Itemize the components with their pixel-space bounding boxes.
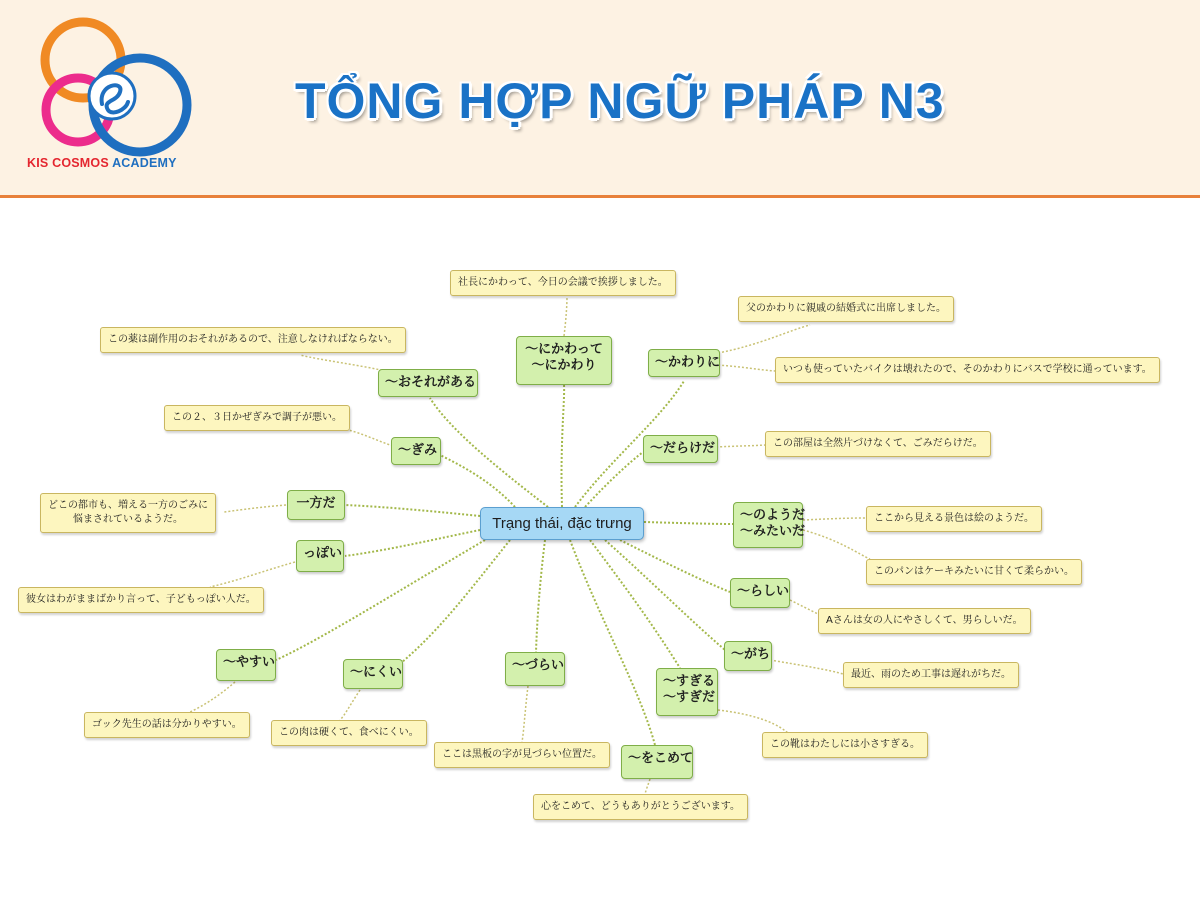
link-gachi-example — [770, 660, 843, 674]
example-gachi: 最近、雨のため工事は遅れがちだ。 — [843, 662, 1019, 688]
example-zurai: ここは黒板の字が見づらい位置だ。 — [434, 742, 610, 768]
grammar-node-rashii[interactable]: 〜らしい — [730, 578, 790, 608]
link-noyouda-example-1 — [803, 518, 866, 520]
link-center-gimi — [440, 455, 515, 507]
grammar-node-nikawatte-line-1: 〜にかわって — [525, 342, 603, 357]
grammar-node-sugiru[interactable] — [656, 668, 718, 716]
example-nikui: この肉は硬くて、食べにくい。 — [271, 720, 427, 746]
grammar-node-darake[interactable]: 〜だらけだ — [643, 435, 718, 463]
link-darake-example — [716, 445, 765, 447]
link-ippou-example — [224, 505, 286, 512]
example-yasui: ゴック先生の話は分かりやすい。 — [84, 712, 250, 738]
logo-text-kis: KIS COSMOS — [27, 156, 109, 170]
example-rashii: Aさんは女の人にやさしくて、男らしいだ。 — [818, 608, 1031, 634]
center-node[interactable]: Trạng thái, đặc trưng — [480, 507, 644, 540]
grammar-node-noyouda-line-2: 〜みたいだ — [740, 524, 806, 539]
grammar-node-noyouda-line-1: 〜のようだ — [740, 508, 806, 523]
link-yasui-example — [190, 682, 235, 712]
grammar-node-nikawatte[interactable] — [516, 336, 612, 385]
link-center-ippou — [345, 505, 480, 516]
example-kawarini-2: いつも使っていたバイクは壊れたので、そのかわりにバスで学校に通っています。 — [775, 357, 1160, 383]
example-gimi: この２、３日かぜぎみで調子が悪い。 — [164, 405, 350, 431]
grammar-node-sugiru-line-2: 〜すぎだ — [663, 690, 716, 705]
grammar-node-osore[interactable]: 〜おそれがある — [378, 369, 478, 397]
link-center-zurai — [536, 540, 545, 652]
example-kawarini-1: 父のかわりに親戚の結婚式に出席しました。 — [738, 296, 954, 322]
link-center-nikui — [401, 540, 510, 663]
grammar-node-gimi[interactable]: 〜ぎみ — [391, 437, 441, 465]
example-ippou-line-2: 悩まされているようだ。 — [73, 514, 183, 525]
link-kawarini-example-1 — [718, 325, 810, 353]
example-ippou-line-1: どこの都市も、増える一方のごみに — [48, 500, 208, 511]
grammar-node-kawarini[interactable]: 〜かわりに — [648, 349, 720, 377]
example-osore: この薬は副作用のおそれがあるので、注意しなければならない。 — [100, 327, 406, 353]
example-noyouda-2: このパンはケーキみたいに甘くて柔らかい。 — [866, 559, 1082, 585]
example-nikawatte: 社長にかわって、今日の会議で挨拶しました。 — [450, 270, 676, 296]
example-ppoi: 彼女はわがままばかり言って、子どもっぽい人だ。 — [18, 587, 264, 613]
example-wokomete: 心をこめて、どうもありがとうございます。 — [533, 794, 748, 820]
example-ippou — [40, 493, 216, 533]
grammar-node-wokomete[interactable]: 〜をこめて — [621, 745, 693, 779]
grammar-node-ippou[interactable]: 一方だ — [287, 490, 345, 520]
logo-text-academy: ACADEMY — [108, 156, 177, 170]
grammar-node-noyouda[interactable] — [733, 502, 806, 548]
grammar-node-sugiru-line-1: 〜すぎる — [663, 674, 716, 689]
link-center-rashii — [620, 540, 730, 592]
link-center-sugiru — [590, 540, 680, 668]
grammar-node-ppoi[interactable]: っぽい — [296, 540, 344, 572]
example-darake: この部屋は全然片づけなくて、ごみだらけだ。 — [765, 431, 991, 457]
link-center-osore — [430, 398, 548, 507]
grammar-node-zurai[interactable]: 〜づらい — [505, 652, 565, 686]
page-title: TỔNG HỢP NGỮ PHÁP N3 — [295, 73, 945, 129]
example-noyouda-1: ここから見える景色は絵のようだ。 — [866, 506, 1042, 532]
link-ppoi-example — [210, 562, 295, 587]
grammar-node-nikui[interactable]: 〜にくい — [343, 659, 403, 689]
example-sugiru: この靴はわたしには小さすぎる。 — [762, 732, 928, 758]
link-osore-example — [300, 355, 390, 372]
link-center-wokomete — [570, 540, 655, 745]
link-center-noyouda — [644, 522, 733, 524]
grammar-node-yasui[interactable]: 〜やすい — [216, 649, 276, 681]
link-wokomete-example — [645, 779, 650, 794]
link-center-nikawatte — [562, 385, 565, 507]
link-center-gachi — [605, 540, 725, 650]
link-zurai-example — [522, 686, 528, 742]
link-nikui-example — [340, 690, 360, 720]
link-rashii-example — [790, 600, 818, 614]
link-nikawatte-example — [564, 297, 567, 336]
grammar-node-gachi[interactable]: 〜がち — [724, 641, 772, 671]
link-center-ppoi — [345, 530, 480, 556]
grammar-node-nikawatte-line-2: 〜にかわり — [531, 358, 597, 373]
link-noyouda-example-2 — [803, 530, 870, 559]
link-kawarini-example-2 — [718, 365, 775, 371]
